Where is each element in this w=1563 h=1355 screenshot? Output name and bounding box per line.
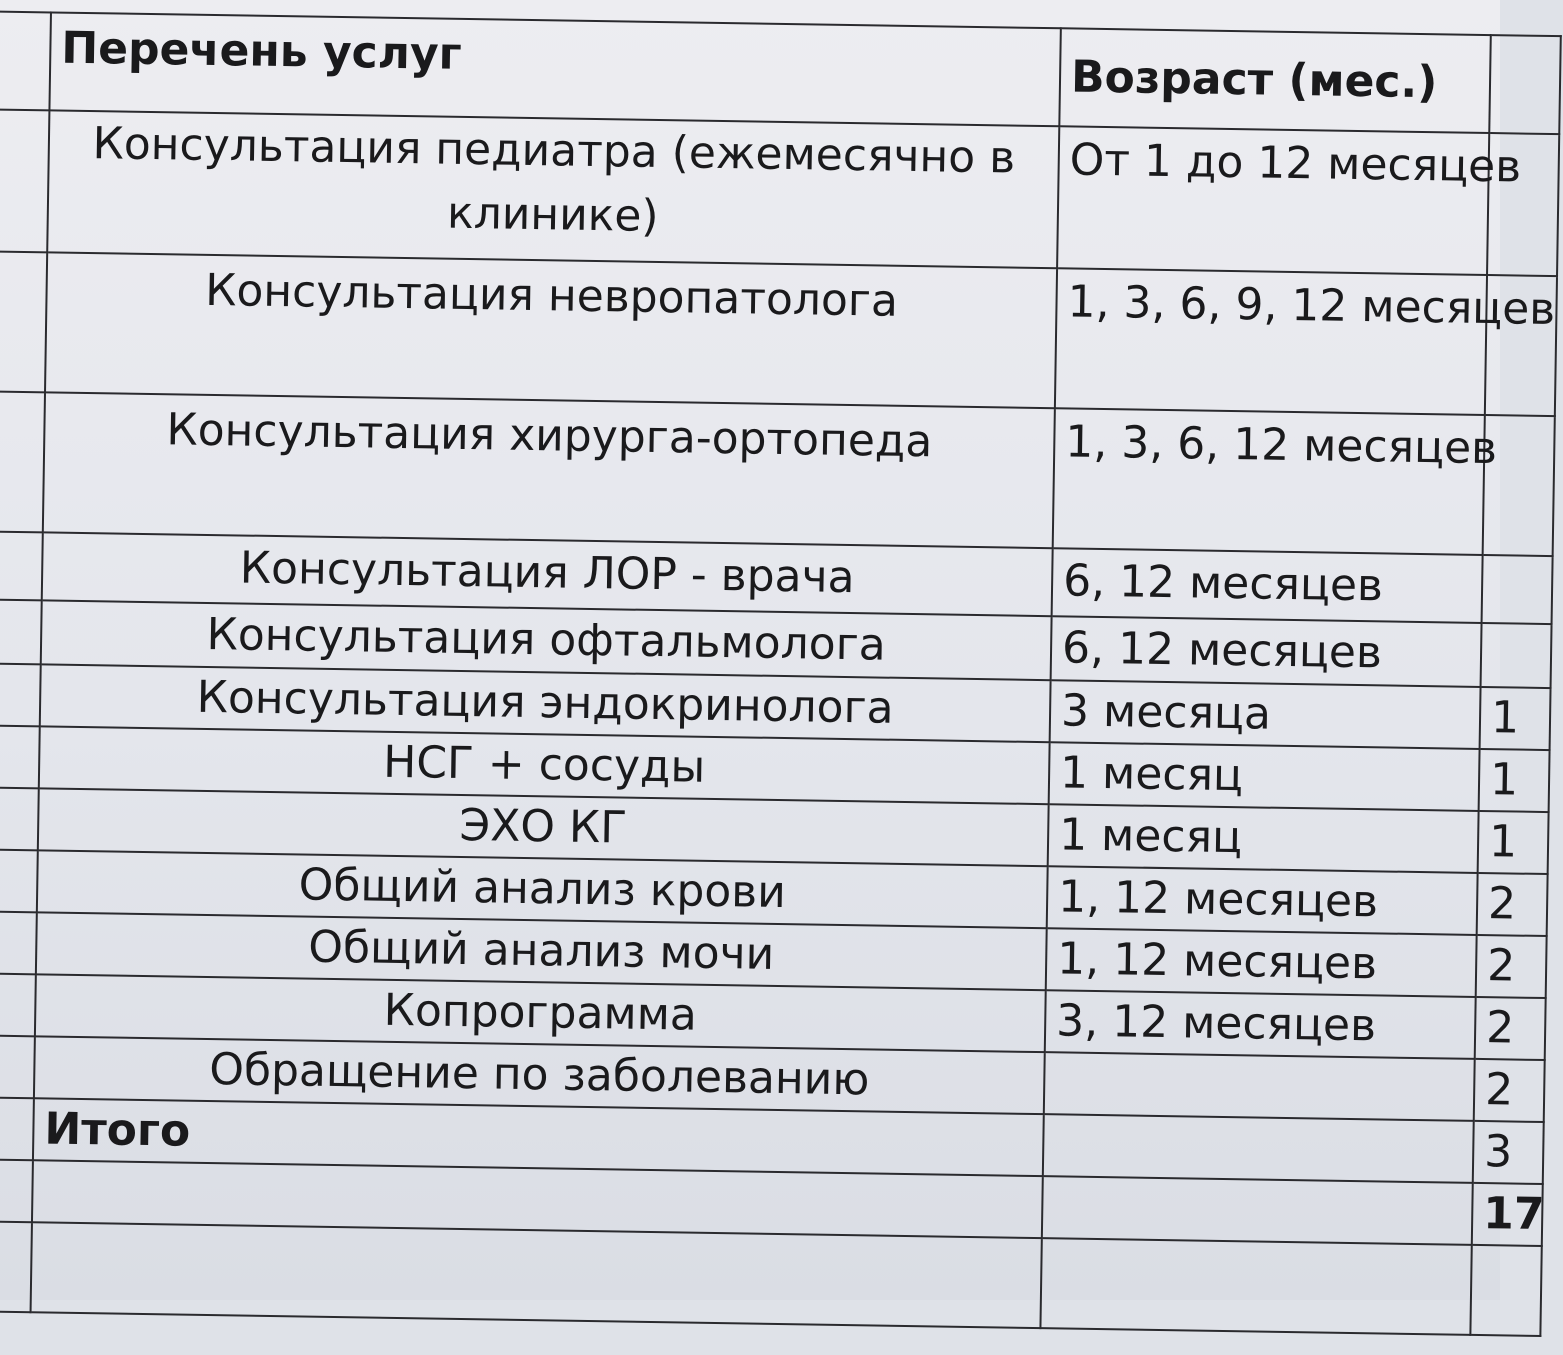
row-service: Консультация ЛОР - врача bbox=[42, 532, 1053, 616]
row-age: 6, 12 месяцев bbox=[1051, 616, 1482, 687]
margin-cell bbox=[0, 1035, 35, 1098]
services-table bbox=[0, 10, 1562, 1337]
row-age: 3 месяца bbox=[1050, 680, 1481, 749]
margin-cell bbox=[0, 849, 38, 912]
margin-cell bbox=[0, 531, 43, 600]
row-extra: 1 bbox=[1478, 811, 1549, 874]
row-age bbox=[1040, 1238, 1471, 1335]
table-row bbox=[0, 109, 1559, 276]
margin-cell bbox=[0, 11, 51, 110]
row-extra: 1 bbox=[1479, 749, 1550, 812]
row-extra bbox=[1470, 1245, 1541, 1336]
header-age: Возраст (мес.) bbox=[1059, 28, 1490, 133]
margin-cell bbox=[0, 1221, 32, 1312]
row-extra bbox=[1481, 623, 1552, 688]
row-age bbox=[1044, 1052, 1475, 1121]
row-service bbox=[31, 1222, 1042, 1328]
row-age: 1 месяц bbox=[1049, 742, 1480, 811]
row-service: НСГ + сосуды bbox=[39, 726, 1050, 804]
margin-cell bbox=[0, 787, 39, 850]
margin-cell bbox=[0, 1097, 34, 1160]
row-extra bbox=[1482, 555, 1553, 624]
margin-cell bbox=[0, 391, 45, 532]
row-age: 3, 12 месяцев bbox=[1045, 990, 1476, 1059]
margin-cell bbox=[0, 251, 47, 392]
row-extra: 17 bbox=[1472, 1183, 1543, 1246]
margin-cell bbox=[0, 109, 49, 252]
price-sheet bbox=[0, 10, 1560, 1355]
row-extra: 1 bbox=[1480, 687, 1551, 750]
total-label: Итого bbox=[33, 1098, 1044, 1176]
row-age: 1, 3, 6, 9, 12 месяцев bbox=[1055, 268, 1487, 415]
margin-cell bbox=[0, 973, 36, 1036]
row-service: Консультация эндокринолога bbox=[40, 664, 1051, 742]
row-service: Консультация хирурга-ортопеда bbox=[43, 392, 1055, 548]
row-age: 1, 3, 6, 12 месяцев bbox=[1053, 408, 1485, 555]
header-extra bbox=[1489, 35, 1561, 134]
header-service: Перечень услуг bbox=[49, 12, 1060, 126]
row-age: От 1 до 12 месяцев bbox=[1057, 126, 1489, 275]
table-row bbox=[0, 391, 1555, 556]
row-age: 6, 12 месяцев bbox=[1052, 548, 1483, 623]
row-service: Копрограмма bbox=[35, 974, 1046, 1052]
row-service: Общий анализ мочи bbox=[36, 912, 1047, 990]
row-service: Общий анализ крови bbox=[37, 850, 1048, 928]
margin-cell bbox=[0, 911, 37, 974]
row-age bbox=[1042, 1176, 1473, 1245]
margin-cell bbox=[0, 663, 41, 726]
row-extra: 2 bbox=[1474, 1059, 1545, 1122]
row-service: Обращение по заболеванию bbox=[34, 1036, 1045, 1114]
total-age bbox=[1043, 1114, 1474, 1183]
margin-cell bbox=[0, 599, 42, 664]
row-extra: 2 bbox=[1475, 997, 1546, 1060]
row-service: Консультация офтальмолога bbox=[41, 600, 1052, 680]
table-row bbox=[0, 251, 1557, 416]
margin-cell bbox=[0, 725, 40, 788]
row-service: Консультация невропатолога bbox=[45, 252, 1057, 408]
row-extra: 2 bbox=[1476, 935, 1547, 998]
row-service: ЭХО КГ bbox=[38, 788, 1049, 866]
margin-cell bbox=[0, 1159, 33, 1222]
row-age: 1, 12 месяцев bbox=[1047, 866, 1478, 935]
row-age: 1 месяц bbox=[1048, 804, 1479, 873]
row-service: Консультация педиатра (ежемесячно в клинике) bbox=[47, 110, 1059, 268]
row-age: 1, 12 месяцев bbox=[1046, 928, 1477, 997]
total-extra: 3 bbox=[1473, 1121, 1544, 1184]
row-extra: 2 bbox=[1477, 873, 1548, 936]
